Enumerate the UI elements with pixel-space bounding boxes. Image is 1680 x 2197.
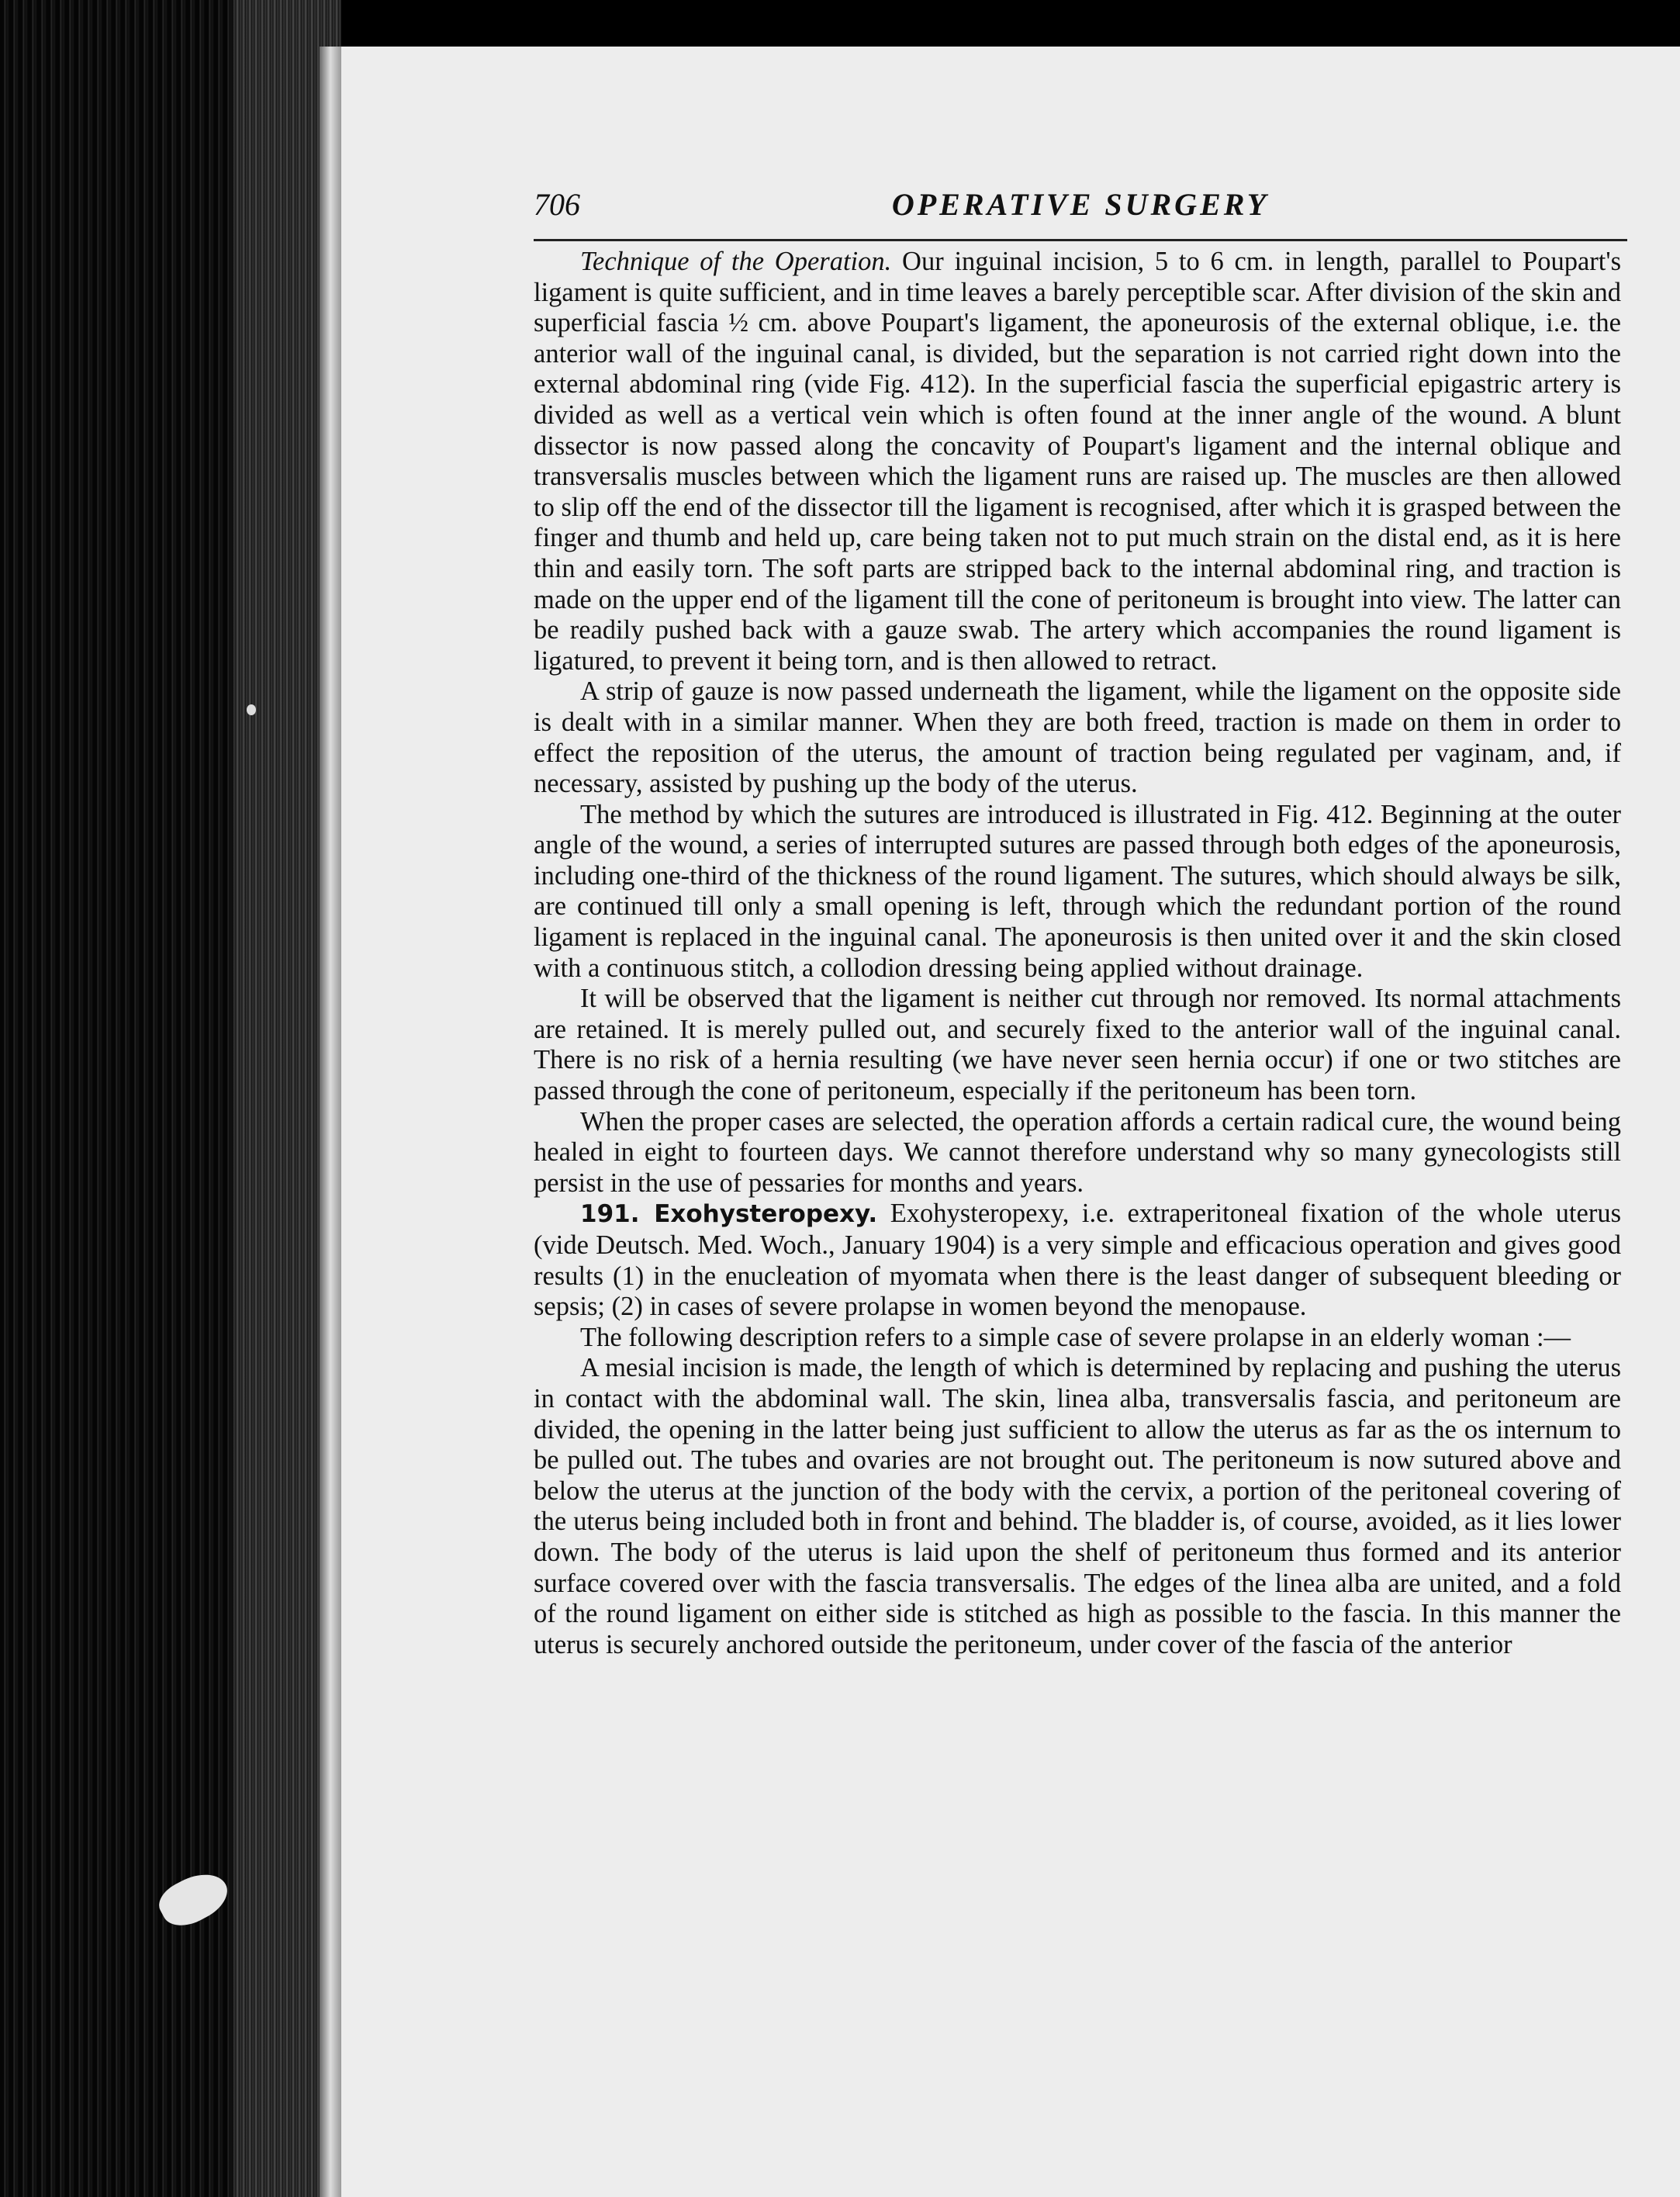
body-text [534, 247, 1621, 1660]
paragraph-lead: Technique of the Operation. [580, 247, 892, 276]
page-number: 706 [534, 187, 580, 222]
top-shadow [341, 0, 1680, 47]
running-title: OPERATIVE SURGERY [891, 187, 1270, 222]
paragraph: A strip of gauze is now passed underneath the ligament, while the ligament on the opposite side is dealt with in a similar manner. When they are both freed, traction is made on them in order to effect the reposition of the uterus, the amount of traction being regulated per vaginam, and, if necessary, assisted by pushing up the body of the uterus. [534, 676, 1621, 799]
paragraph: The method by which the sutures are introduced is illustrated in Fig. 412. Beginning at the outer angle of the wound, a series of interrupted sutures are passed through both edges of the aponeurosis, including one-third of the thickness of the round ligament. The sutures, which should always be silk, are continued till only a small opening is left, through which the redundant portion of the round ligament is replaced in the inguinal canal. The aponeurosis is then united over it and the skin closed with a continuous stitch, a collodion dressing being applied without drainage. [534, 799, 1621, 983]
paragraph [534, 247, 1621, 676]
paragraph: The following description refers to a simple case of severe prolapse in an elderly woman :— [580, 1322, 1571, 1352]
paragraph: A mesial incision is made, the length of which is determined by replacing and pushing the uterus in contact with the abdominal wall. The skin, linea alba, transversalis fascia, and peritoneum are divided, the opening in the latter being just sufficient to allow the uterus as far as the os internum to be pulled out. The tubes and ovaries are not brought out. The peritoneum is now sutured above and below the uterus at the junction of the body with the cervix, a portion of the peritoneal covering of the uterus being included both in front and behind. The bladder is, of course, avoided, as it lies lower down. The body of the uterus is laid upon the shelf of peritoneum thus formed and its anterior surface covered over with the fascia transversalis. The edges of the linea alba are united, and a fold of the round ligament on either side is stitched as high as possible to the fascia. In this manner the uterus is securely anchored outside the peritoneum, under cover of the fascia of the anterior [534, 1353, 1621, 1659]
book-spine-edges [0, 0, 341, 2197]
page-edge [320, 47, 341, 2197]
paragraph: It will be observed that the ligament is neither cut through nor removed. Its normal attachments are retained. It is merely pulled out, and securely fixed to the anterior wall of the inguinal canal. There is no risk of a hernia resulting (we have never seen hernia occur) if one or two stitches are passed through the cone of peritoneum, especially if the peritoneum has been torn. [534, 984, 1621, 1106]
paragraph-text: Exohysteropexy, i.e. extraperitoneal fixation of the whole uterus (vide Deutsch. Med. Woch., January 1904) is a very simple and efficacious operation and gives good results (1) in the enucleation of myomata when there is the least danger of subsequent bleeding or sepsis; (2) in cases of severe prolapse in women beyond the menopause. [534, 1199, 1621, 1322]
section-heading: 191. Exohysteropexy. [580, 1200, 878, 1229]
running-header [534, 186, 1627, 241]
paragraph-text: Our inguinal incision, 5 to 6 cm. in length, parallel to Poupart's ligament is quite sufficient, and in time leaves a barely perceptible scar. After division of the skin and superficial fascia ½ cm. above Poupart's ligament, the aponeurosis of the external oblique, i.e. the anterior wall of the inguinal canal, is divided, but the separation is not carried right down into the external abdominal ring (vide Fig. 412). In the superficial fascia the superficial epigastric artery is divided as well as a vertical vein which is often found at the inner angle of the wound. A blunt dissector is now passed along the concavity of Poupart's ligament and the internal oblique and transversalis muscles between which the ligament runs are raised up. The muscles are then allowed to slip off the end of the dissector till the ligament is recognised, after which it is grasped between the finger and thumb and held up, care being taken not to put much strain on the distal end, as it is here thin and easily torn. The soft parts are stripped back to the internal abdominal ring, and traction is made on the upper end of the ligament till the cone of peritoneum is brought into view. The latter can be readily pushed back with a gauze swab. The artery which accompanies the round ligament is ligatured, to prevent it being torn, and is then allowed to retract. [534, 247, 1621, 676]
paper-speck [247, 704, 256, 715]
paragraph: When the proper cases are selected, the operation affords a certain radical cure, the wound being healed in eight to fourteen days. We cannot therefore understand why so many gynecologists still persist in the use of pessaries for months and years. [534, 1106, 1621, 1198]
paragraph [534, 1199, 1621, 1322]
